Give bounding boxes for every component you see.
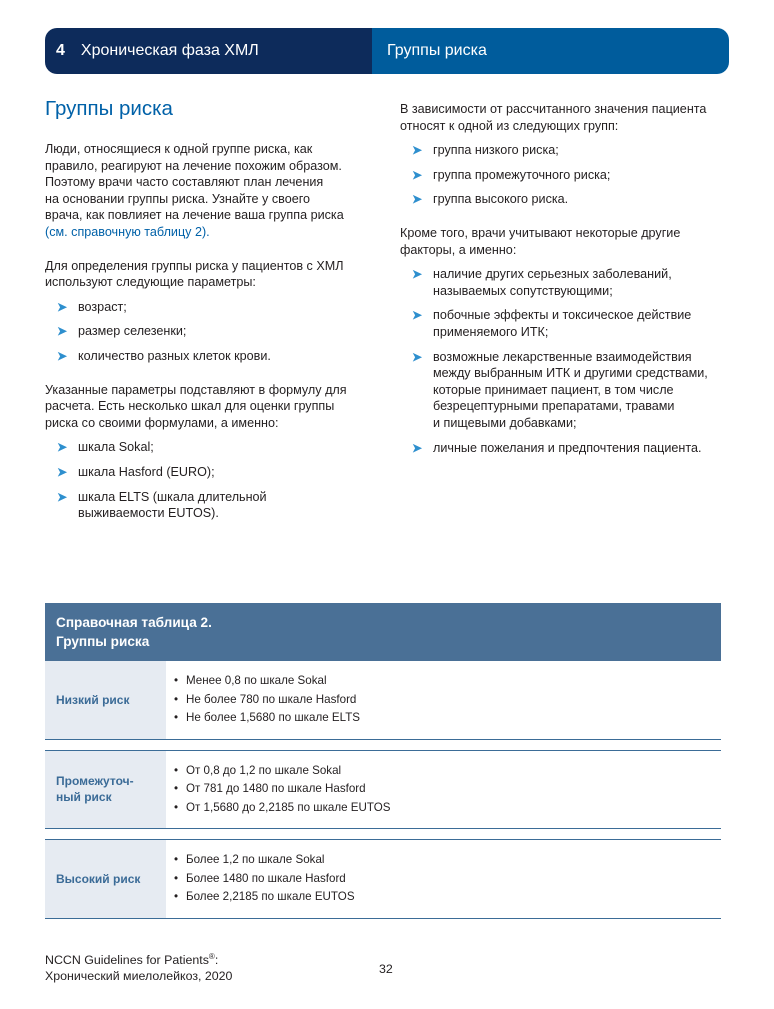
risk-label: Низкий риск bbox=[45, 661, 166, 739]
chevron-right-icon: ➤ bbox=[57, 348, 68, 363]
intro-paragraph: Люди, относящиеся к одной группе риска, как правило, реагируют на лечение похожим образом. Поэтому врачи часто составляют план лечения на основании группы риска. Узнайте у своего врача, как повлияет на лечение ваша группа риска (см. справочную таблицу 2). bbox=[45, 142, 344, 239]
chevron-right-icon: ➤ bbox=[412, 267, 423, 282]
params-intro: Для определения группы риска у пациентов с ХМЛ используют следующие параметры: bbox=[45, 258, 344, 290]
left-column bbox=[45, 96, 380, 522]
chevron-right-icon: ➤ bbox=[412, 143, 423, 158]
chapter-number: 4 bbox=[56, 42, 65, 59]
list-item: ➤ группа промежуточного риска; bbox=[412, 167, 611, 182]
params-list bbox=[45, 299, 380, 365]
footer-line-2: Хронический миелолейкоз, 2020 bbox=[45, 969, 233, 984]
reference-table-subtitle: Группы риска bbox=[56, 634, 150, 649]
chevron-right-icon: ➤ bbox=[412, 308, 423, 323]
list-item: ➤ возможные лекарственные взаимодействия между выбранным ИТК и другими средствами, которые принимает пациент, в том числе безрецептурными препаратами, травами и пищевыми добавками; bbox=[412, 349, 708, 430]
formula-intro: Указанные параметры подставляют в формулу для расчета. Есть несколько шкал для оценки группы риска со своими формулами, а именно: bbox=[45, 382, 347, 430]
chapter-banner bbox=[45, 28, 729, 74]
list-item: ➤ шкала ELTS (шкала длительной выживаемости EUTOS). bbox=[57, 489, 267, 521]
footer bbox=[45, 949, 232, 984]
list-item: ➤ личные пожелания и предпочтения пациента. bbox=[412, 440, 702, 455]
table-row bbox=[45, 839, 721, 919]
risk-criteria: • Более 1,2 по шкале Sokal • Более 1480 по шкале Hasford • Более 2,2185 по шкале EUTOS bbox=[174, 853, 355, 903]
list-item: ➤ шкала Sokal; bbox=[57, 440, 154, 455]
chapter-banner-left bbox=[45, 28, 372, 74]
reference-table-title: Справочная таблица 2. bbox=[56, 615, 212, 630]
list-item: ➤ побочные эффекты и токсическое действие применяемого ИТК; bbox=[412, 308, 692, 339]
list-item: ➤ шкала Hasford (EURO); bbox=[57, 464, 215, 479]
factors-intro: Кроме того, врачи учитывают некоторые другие факторы, а именно: bbox=[400, 225, 681, 257]
right-column bbox=[400, 101, 735, 456]
groups-list bbox=[400, 142, 735, 208]
reference-table bbox=[45, 603, 721, 919]
page-number: 32 bbox=[379, 962, 393, 976]
chevron-right-icon: ➤ bbox=[412, 349, 423, 364]
section-header-title: Группы риска bbox=[387, 42, 487, 59]
table-row bbox=[45, 750, 721, 830]
chevron-right-icon: ➤ bbox=[57, 489, 68, 504]
chevron-right-icon: ➤ bbox=[412, 192, 423, 207]
groups-intro: В зависимости от рассчитанного значения пациента относят к одной из следующих групп: bbox=[400, 102, 707, 133]
risk-criteria: • Менее 0,8 по шкале Sokal • Не более 780 по шкале Hasford • Не более 1,5680 по шкале ELTS bbox=[174, 674, 361, 724]
reference-table-link[interactable]: (см. справочную таблицу 2). bbox=[45, 224, 210, 239]
chapter-title: Хроническая фаза ХМЛ bbox=[80, 42, 259, 59]
factors-list bbox=[400, 266, 735, 456]
page-title: Группы риска bbox=[45, 97, 173, 120]
table-row bbox=[45, 661, 721, 740]
reference-table-header bbox=[45, 603, 721, 661]
list-item: ➤ группа низкого риска; bbox=[412, 143, 559, 158]
scales-list bbox=[45, 439, 380, 521]
list-item: ➤ количество разных клеток крови. bbox=[57, 348, 271, 363]
list-item: ➤ наличие других серьезных заболеваний, называемых сопутствующими; bbox=[412, 267, 672, 298]
chevron-right-icon: ➤ bbox=[412, 440, 423, 455]
footer-line-1: NCCN Guidelines for Patients®: bbox=[45, 952, 219, 968]
risk-label: Высокий риск bbox=[45, 840, 166, 918]
list-item: ➤ группа высокого риска. bbox=[412, 192, 569, 207]
chevron-right-icon: ➤ bbox=[57, 440, 68, 455]
chevron-right-icon: ➤ bbox=[57, 324, 68, 339]
risk-label: Промежуточ- ный риск bbox=[45, 751, 166, 829]
chevron-right-icon: ➤ bbox=[57, 299, 68, 314]
risk-criteria: • От 0,8 до 1,2 по шкале Sokal • От 781 до 1480 по шкале Hasford • От 1,5680 до 2,2185 по шкале EUTOS bbox=[174, 763, 391, 814]
chapter-banner-right bbox=[372, 28, 729, 74]
list-item: ➤ размер селезенки; bbox=[57, 324, 187, 339]
chevron-right-icon: ➤ bbox=[57, 464, 68, 479]
list-item: ➤ возраст; bbox=[57, 299, 127, 314]
chevron-right-icon: ➤ bbox=[412, 167, 423, 182]
